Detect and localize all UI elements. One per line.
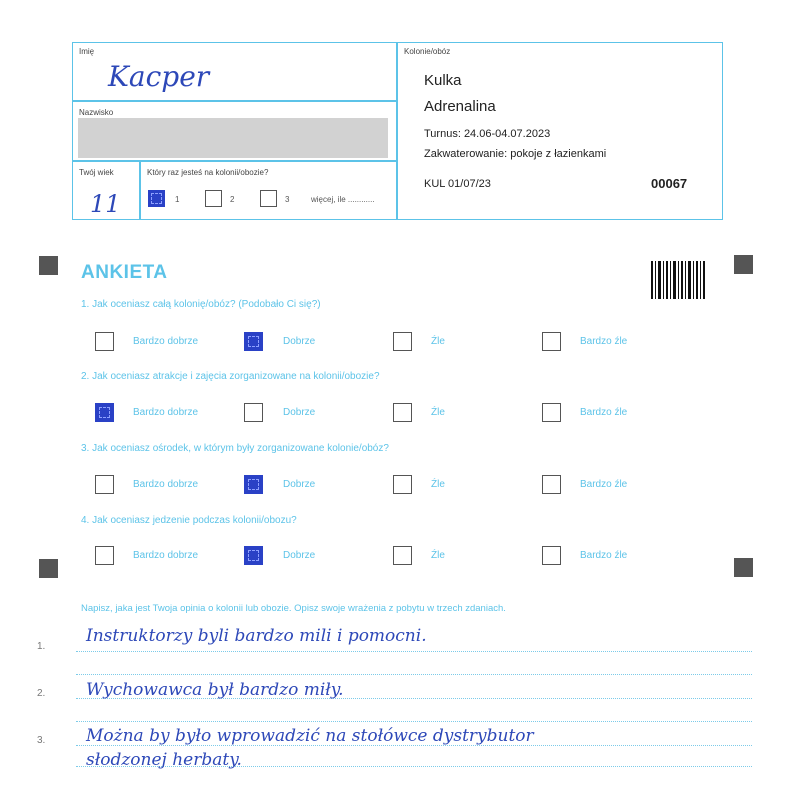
q4-option-2-checkbox[interactable] (244, 546, 263, 565)
camp-code: KUL 01/07/23 (424, 178, 491, 190)
turnus-text: Turnus: 24.06-04.07.2023 (424, 128, 551, 140)
option-label: Źle (431, 336, 445, 347)
answer-line (76, 651, 752, 652)
barcode-icon (651, 261, 705, 299)
question-1: 1. Jak oceniasz całą kolonię/obóz? (Podobało Ci się?) (81, 299, 321, 310)
age-value: 11 (90, 190, 121, 218)
option-label: Źle (431, 479, 445, 490)
option-label: Dobrze (283, 550, 316, 561)
line-number: 3. (37, 735, 46, 746)
question-3: 3. Jak oceniasz ośrodek, w którym były zorganizowane kolonie/obóz? (81, 443, 389, 454)
option-label: Bardzo dobrze (133, 407, 199, 418)
times-more-label: więcej, ile ............ (311, 195, 375, 204)
answer-text-1: Instruktorzy byli bardzo mili i pomocni. (86, 626, 427, 646)
option-label: Bardzo źle (580, 336, 628, 347)
option-label: Bardzo źle (580, 407, 628, 418)
answer-text-2: Wychowawca był bardzo miły. (86, 680, 344, 700)
q3-option-3-checkbox[interactable] (393, 475, 412, 494)
q1-option-4-checkbox[interactable] (542, 332, 561, 351)
opinion-instruction: Napisz, jaka jest Twoja opinia o kolonii lub obozie. Opisz swoje wrażenia z pobytu w trzech zdaniach. (81, 603, 506, 614)
q4-option-1-checkbox[interactable] (95, 546, 114, 565)
times-option-label: 3 (285, 195, 290, 204)
option-label: Dobrze (283, 336, 316, 347)
line-number: 1. (37, 641, 46, 652)
option-label: Bardzo dobrze (133, 479, 199, 490)
question-2: 2. Jak oceniasz atrakcje i zajęcia zorganizowane na kolonii/obozie? (81, 371, 380, 382)
registration-marker (734, 255, 753, 274)
option-label: Bardzo źle (580, 550, 628, 561)
q2-option-1-checkbox[interactable] (95, 403, 114, 422)
registration-marker (39, 256, 58, 275)
header-divider (139, 160, 141, 220)
header-divider (396, 42, 398, 220)
option-label: Bardzo dobrze (133, 550, 199, 561)
survey-title: ANKIETA (81, 262, 168, 283)
option-label: Źle (431, 550, 445, 561)
answer-line (76, 721, 752, 722)
age-label: Twój wiek (79, 168, 114, 177)
q2-option-3-checkbox[interactable] (393, 403, 412, 422)
q1-option-3-checkbox[interactable] (393, 332, 412, 351)
form-number: 00067 (651, 176, 688, 191)
q1-option-1-checkbox[interactable] (95, 332, 114, 351)
q3-option-2-checkbox[interactable] (244, 475, 263, 494)
times-question-label: Który raz jesteś na kolonii/obozie? (147, 168, 269, 177)
first-name-value: Kacper (108, 60, 210, 93)
q3-option-4-checkbox[interactable] (542, 475, 561, 494)
option-label: Dobrze (283, 407, 316, 418)
answer-text-3: Można by było wprowadzić na stołówce dystrybutor (86, 726, 534, 746)
times-option-label: 2 (230, 195, 235, 204)
q2-option-4-checkbox[interactable] (542, 403, 561, 422)
accommodation-text: Zakwaterowanie: pokoje z łazienkami (424, 148, 607, 160)
question-4: 4. Jak oceniasz jedzenie podczas kolonii/obozu? (81, 515, 297, 526)
times-option-label: 1 (175, 195, 180, 204)
camp-type-label: Kolonie/obóz (404, 47, 451, 56)
line-number: 2. (37, 688, 46, 699)
q1-option-2-checkbox[interactable] (244, 332, 263, 351)
answer-text-4: słodzonej herbaty. (86, 750, 242, 770)
option-label: Dobrze (283, 479, 316, 490)
q2-option-2-checkbox[interactable] (244, 403, 263, 422)
registration-marker (734, 558, 753, 577)
redacted-last-name (78, 118, 388, 158)
times-checkbox-1[interactable] (148, 190, 165, 207)
times-checkbox-3[interactable] (260, 190, 277, 207)
camp-name-line1: Kulka (424, 72, 462, 89)
option-label: Bardzo dobrze (133, 336, 199, 347)
q4-option-4-checkbox[interactable] (542, 546, 561, 565)
option-label: Bardzo źle (580, 479, 628, 490)
header-divider (72, 100, 397, 102)
answer-line (76, 674, 752, 675)
q3-option-1-checkbox[interactable] (95, 475, 114, 494)
camp-name-line2: Adrenalina (424, 98, 496, 115)
option-label: Źle (431, 407, 445, 418)
last-name-label: Nazwisko (79, 108, 114, 117)
header-divider (72, 160, 397, 162)
first-name-label: Imię (79, 47, 95, 56)
q4-option-3-checkbox[interactable] (393, 546, 412, 565)
times-checkbox-2[interactable] (205, 190, 222, 207)
registration-marker (39, 559, 58, 578)
